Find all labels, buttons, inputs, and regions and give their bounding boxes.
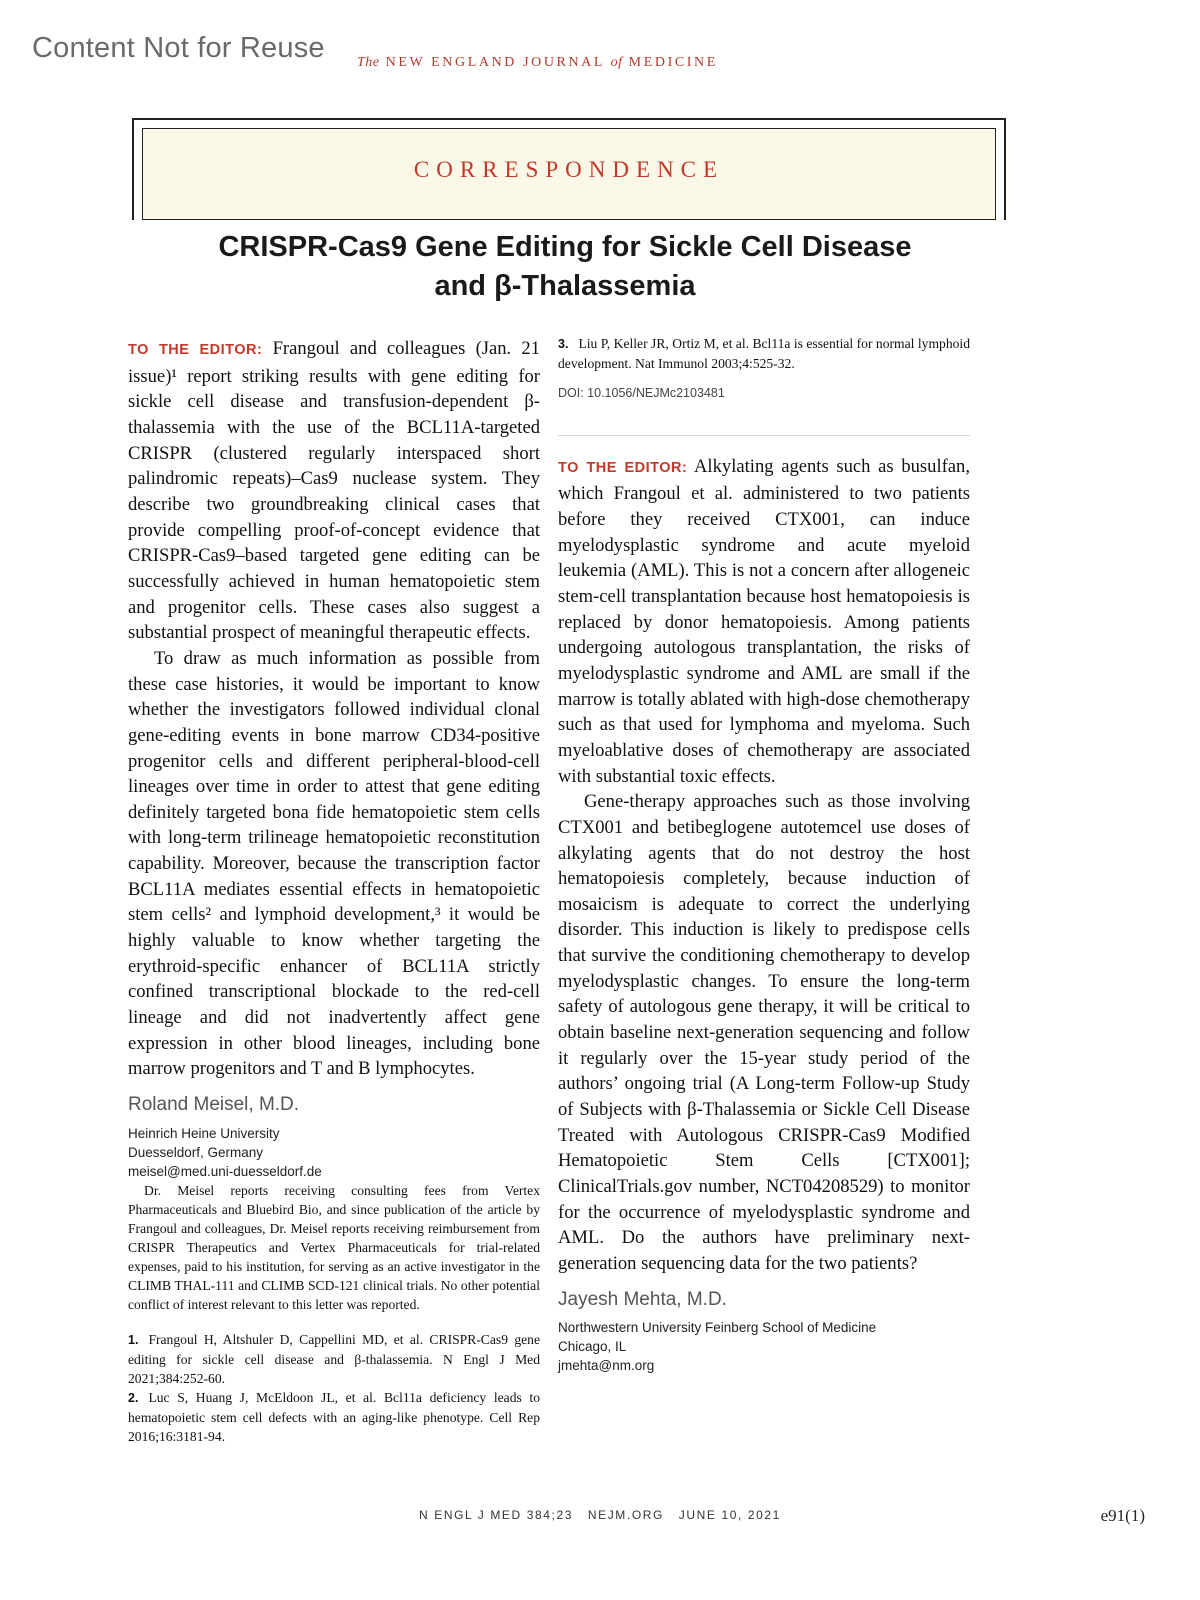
letter2-affil-institution: Northwestern University Feinberg School of Medicine <box>558 1320 877 1336</box>
letter1-lead: TO THE EDITOR: <box>128 342 263 358</box>
journal-header <box>357 55 718 71</box>
left-column <box>128 336 540 1446</box>
letter2-paragraph-2: Gene-therapy approaches such as those involving CTX001 and betibeglogene autotemcel use doses of alkylating agents that do not destroy the host hematopoiesis completely, because induction of mosaicism is adequate to correct the underlying disorder. This induction is likely to predispose cells that survive the conditioning chemotherapy to develop myelodysplastic changes. To ensure the long-term safety of autologous gene therapy, it will be critical to obtain baseline next-generation sequencing and follow it regularly over the 15-year study period of the authors’ ongoing trial (A Long-term Follow-up Study of Subjects with β-Thalassemia or Sickle Cell Disease Treated with Autologous CRISPR-Cas9 Modified Hematopoietic Stem Cells [CTX001]; ClinicalTrials.gov number, NCT04208529) to monitor for the occurrence of myelodysplastic syndrome and AML. Do the authors have preliminary next-generation sequencing data for the two patients? <box>558 791 970 1274</box>
letter1-email: meisel@med.uni-duesseldorf.de <box>128 1163 322 1179</box>
letter1-paragraph-2: To draw as much information as possible from these case histories, it would be important to know whether the investigators followed individual clonal gene-editing events in bone marrow CD34-positive progenitor cells and different peripheral-blood-cell lineages over time in order to attest that gene editing definitely targeted bona fide hematopoietic stem cells with long-term trilineage hematopoietic reconstitution capability. Moreover, because the transcription factor BCL11A mediates essential effects in hematopoietic stem cells² and lymphoid development,³ it would be highly valuable to know whether targeting the erythroid-specific enhancer of BCL11A strictly confined transcriptional blockade to the red-cell lineage and did not inadvertently affect gene expression in other blood lineages, including bone marrow progenitors and T and B lymphocytes. <box>128 647 540 1080</box>
letter1-affil-location: Duesseldorf, Germany <box>128 1144 264 1160</box>
letter1-affil-institution: Heinrich Heine University <box>128 1125 280 1141</box>
reference-1 <box>128 1330 540 1388</box>
letter1-paragraph-1 <box>128 336 540 646</box>
letter2-paragraph-1 <box>558 454 970 790</box>
letter1-author: Roland Meisel, M.D. <box>128 1094 300 1116</box>
letter1-doi: DOI: 10.1056/NEJMc2103481 <box>558 386 725 400</box>
journal-name-part1: NEW ENGLAND JOURNAL <box>385 55 605 70</box>
journal-of: of <box>610 55 623 70</box>
reference-list <box>128 1330 540 1446</box>
reference-2-number: 2. <box>128 1390 139 1405</box>
reference-2-text: Luc S, Huang J, McEldoon JL, et al. Bcl11a deficiency leads to hematopoietic stem cell defects with an aging-like phenotype. Cell Rep 2016;16:3181-94. <box>128 1389 540 1444</box>
letter1-p1-text: Frangoul and colleagues (Jan. 21 issue)¹ report striking results with gene editing for sickle cell disease and transfusion-dependent β-thalassemia with the use of the BCL11A-targeted CRISPR (clustered regularly interspaced short palindromic repeats)–Cas9 nuclease system. They describe two groundbreaking clinical cases that provide compelling proof-of-concept evidence that CRISPR-Cas9–based targeted gene editing can be successfully achieved in human hematopoietic stem and progenitor cells. These cases also suggest a substantial prospect of meaningful therapeutic effects. <box>128 338 540 644</box>
reference-3 <box>558 334 970 373</box>
letter2-p1-text: Alkylating agents such as busulfan, which Frangoul et al. administered to two patients before they received CTX001, can induce myelodysplastic syndrome and acute myeloid leukemia (AML). This is not a concern after allogeneic stem-cell transplantation because host hematopoiesis is replaced by donor hematopoiesis. Among patients undergoing autologous transplantation, the risks of myelodysplastic syndrome and AML are small if the marrow is totally ablated with high-dose chemotherapy such as that used for lymphoma and myeloma. Such myeloablative doses of chemotherapy are associated with substantial toxic effects. <box>558 455 970 787</box>
right-column <box>558 334 970 1375</box>
reference-1-text: Frangoul H, Altshuler D, Cappellini MD, et al. CRISPR-Cas9 gene editing for sickle cell disease and β-thalassemia. N Engl J Med 2021;384:252-60. <box>128 1331 540 1386</box>
page-number: e91(1) <box>1100 1506 1145 1525</box>
letter1-affiliation <box>128 1124 540 1181</box>
reference-2 <box>128 1388 540 1446</box>
letter2-email: jmehta@nm.org <box>558 1358 655 1374</box>
reference-list-continued <box>558 334 970 373</box>
section-label: CORRESPONDENCE <box>413 157 725 182</box>
letter2-affil-location: Chicago, IL <box>558 1339 627 1355</box>
watermark-text: Content Not for Reuse <box>32 32 325 64</box>
letter2-author: Jayesh Mehta, M.D. <box>558 1288 727 1310</box>
reference-3-text: Liu P, Keller JR, Ortiz M, et al. Bcl11a is essential for normal lymphoid development. Nat Immunol 2003;4:525-32. <box>558 336 970 371</box>
journal-name-part2: MEDICINE <box>628 55 718 70</box>
article-title <box>140 228 990 306</box>
section-box <box>142 128 996 220</box>
title-line-2: and β-Thalassemia <box>434 270 696 302</box>
letter1-disclosure: Dr. Meisel reports receiving consulting fees from Vertex Pharmaceuticals and Bluebird Bio, and since publication of the article by Frangoul and colleagues, Dr. Meisel reports receiving reimbursement from CRISPR Therapeutics and Vertex Pharmaceuticals for trial-related expenses, paid to his institution, for serving as an active investigator in the CLIMB THAL-111 and CLIMB SCD-121 clinical trials. No other potential conflict of interest relevant to this letter was reported. <box>128 1182 540 1312</box>
reference-1-number: 1. <box>128 1332 139 1347</box>
title-line-1: CRISPR-Cas9 Gene Editing for Sickle Cell Disease <box>218 231 912 263</box>
letter2-affiliation <box>558 1318 970 1375</box>
section-frame <box>132 118 1006 220</box>
letter-divider <box>558 435 970 436</box>
reference-3-number: 3. <box>558 337 569 351</box>
letter2-lead: TO THE EDITOR: <box>558 459 688 476</box>
journal-prefix: The <box>357 55 380 70</box>
page-footer: N ENGL J MED 384;23 NEJM.ORG JUNE 10, 2021 <box>419 1508 781 1522</box>
